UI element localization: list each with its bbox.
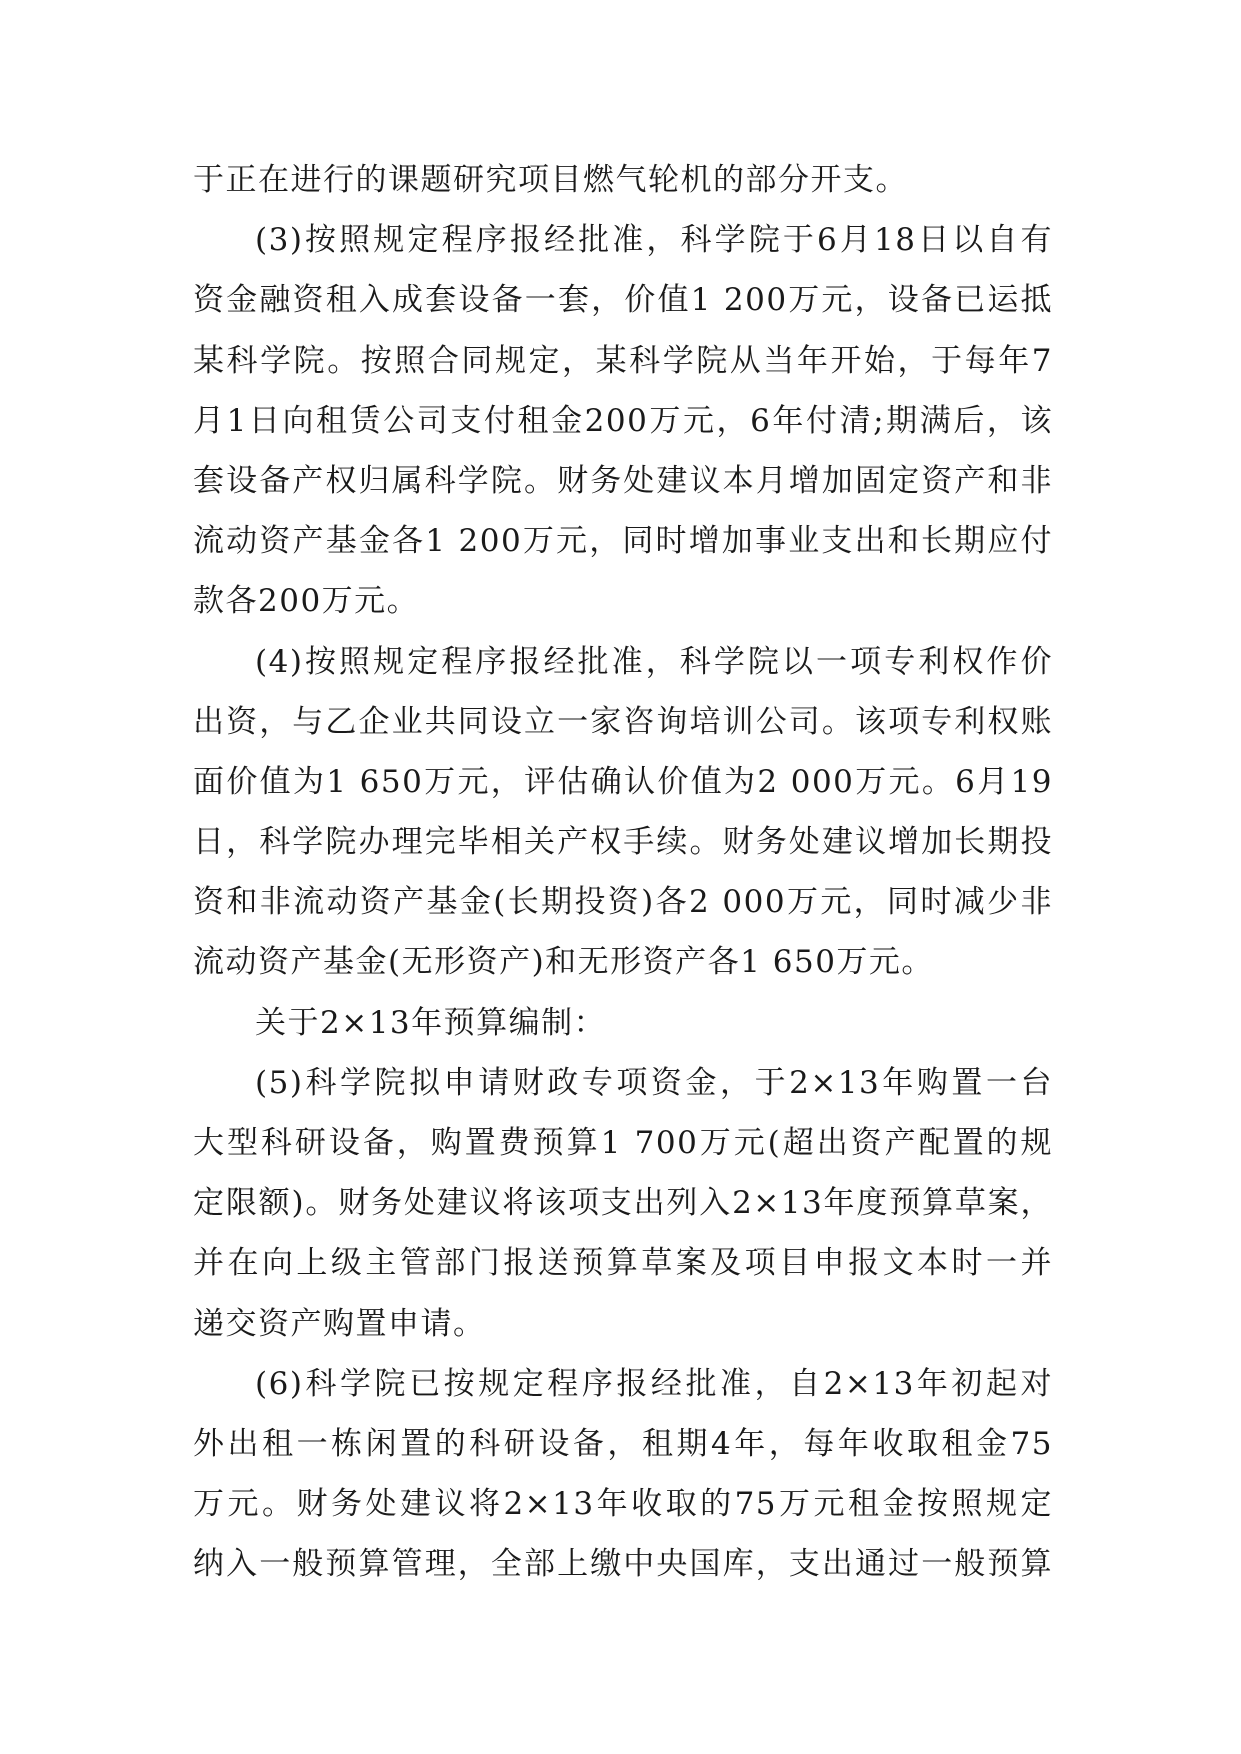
text-line: 并在向上级主管部门报送预算草案及项目申报文本时一并 [193,1245,1053,1282]
text-line: 日，科学院办理完毕相关产权手续。财务处建议增加长期投 [193,824,1053,861]
text-line: 面价值为1 650万元，评估确认价值为2 000万元。6月19 [193,763,1053,800]
text-line: 款各200万元。 [193,583,420,620]
text-line: 月1日向租赁公司支付租金200万元，6年付清;期满后，该 [193,402,1053,439]
text-line: 大型科研设备，购置费预算1 700万元(超出资产配置的规 [193,1125,1053,1161]
text-line: 于正在进行的课题研究项目燃气轮机的部分开支。 [193,162,908,198]
section-heading-budget: 关于2×13年预算编制： [255,1004,607,1041]
text-line: 递交资产购置申请。 [193,1305,486,1342]
paragraph-4-line-1: (4)按照规定程序报经批准，科学院以一项专利权作价 [255,643,1053,680]
text-line: 纳入一般预算管理，全部上缴中央国库，支出通过一般预算 [193,1546,1053,1583]
text-line: 资和非流动资产基金(长期投资)各2 000万元，同时减少非 [193,884,1053,921]
text-line: 外出租一栋闲置的科研设备，租期4年，每年收取租金75 [193,1425,1053,1462]
text-line: 万元。财务处建议将2×13年收取的75万元租金按照规定 [193,1486,1053,1523]
paragraph-6-line-1: (6)科学院已按规定程序报经批准，自2×13年初起对 [255,1365,1053,1402]
text-line: 资金融资租入成套设备一套，价值1 200万元，设备已运抵 [193,282,1053,319]
paragraph-5-line-1: (5)科学院拟申请财政专项资金，于2×13年购置一台 [255,1064,1053,1101]
paragraph-3-line-1: (3)按照规定程序报经批准，科学院于6月18日以自有 [255,222,1053,259]
text-line: 套设备产权归属科学院。财务处建议本月增加固定资产和非 [193,462,1053,499]
text-line: 流动资产基金各1 200万元，同时增加事业支出和长期应付 [193,523,1053,560]
document-body [193,150,1053,1595]
text-line: 流动资产基金(无形资产)和无形资产各1 650万元。 [193,944,934,981]
text-line: 出资，与乙企业共同设立一家咨询培训公司。该项专利权账 [193,703,1053,740]
text-line: 定限额)。财务处建议将该项支出列入2×13年度预算草案， [193,1185,1053,1222]
text-line: 某科学院。按照合同规定，某科学院从当年开始，于每年7 [193,342,1053,379]
